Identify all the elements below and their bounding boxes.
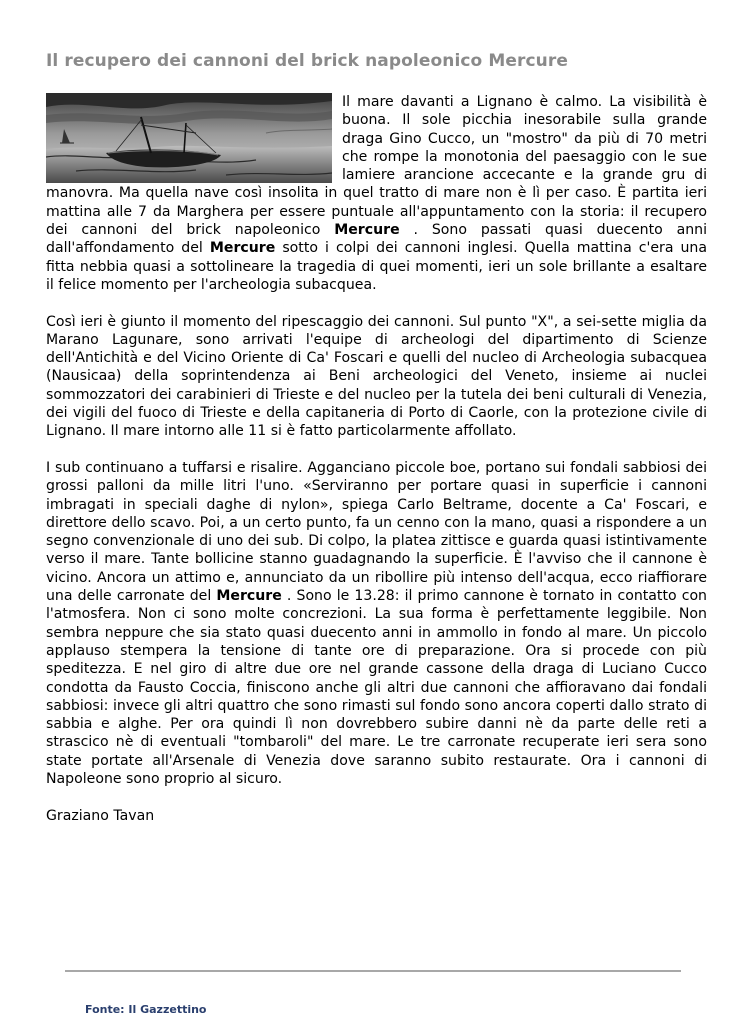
shipwreck-engraving-icon [46, 93, 332, 183]
paragraph-3: I sub continuano a tuffarsi e risalire. Agganciano piccole boe, portano sui fondali sabbiosi dei grossi palloni da mille litri l'uno. «Serviranno per portare quasi in superficie i cannoni imbragati in speciali daghe di nylon», spiega Carlo Beltrame, docente a Ca' Foscari, e direttore dello scavo. Poi, a un certo punto, fa un cenno con la mano, quasi a rispondere a un segno convenzionale di uno dei sub. Di colpo, la platea zittisce e guarda quasi istintivamente verso il mare. Tante bollicine stanno guadagnando la superficie. È l'avviso che il cannone è vicino. Ancora un attimo e, annunciato da un ribollire più intenso dell'acqua, ecco riaffiorare una delle carronate del Mercure . Sono le 13.28: il primo cannone è tornato in contatto con l'atmosfera. Non ci sono molte concrezioni. La sua forma è perfettamente leggibile. Non sembra neppure che sia stato quasi duecento anni in ammollo in fondo al mare. Un piccolo applauso stempera la tensione di tante ore di preparazione. Ora si procede con più speditezza. E nel giro di altre due ore nel grande cassone della draga di Luciano Cucco condotta da Fausto Coccia, finiscono anche gli altri due cannoni che affioravano dai fondali sabbiosi: invece gli altri quattro che sono rimasti sul fondo sono ancora coperti dallo strato di sabbia e alghe. Per ora quindi lì non dovrebbero subire danni nè da parte delle reti a strascico nè di eventuali "tombaroli" del mare. Le tre carronate recuperate ieri sera sono state portate all'Arsenale di Venezia dove saranno subito restaurate. Ora i cannoni di Napoleone sono proprio al sicuro. [46, 459, 707, 787]
ship-name: Mercure [216, 588, 282, 605]
article-body [46, 93, 707, 843]
source-credit: Fonte: Il Gazzettino [85, 1003, 207, 1016]
ship-name: Mercure [209, 240, 276, 257]
paragraph-1: Il mare davanti a Lignano è calmo. La visibilità è buona. Il sole picchia inesorabile sulla grande draga Gino Cucco, un "mostro" da più di 70 metri che rompe la monotonia del paesaggio con le sue lamiere arancione accecante e la grande gru di manovra. Ma quella nave così insolita in quel tratto di mare non è lì per caso. È partita ieri mattina alle 7 da Marghera per essere puntuale all'appuntamento con la storia: il recupero dei cannoni del brick napoleonico Mercure . Sono passati quasi duecento anni dall'affondamento del Mercure sotto i colpi dei cannoni inglesi. Quella mattina c'era una fitta nebbia quasi a sottolineare la tragedia di quei momenti, ieri un sole brillante a esaltare il felice momento per l'archeologia subacquea. [46, 94, 707, 293]
author-signature: Graziano Tavan [46, 807, 155, 824]
footer-divider [65, 970, 681, 972]
article-title: Il recupero dei cannoni del brick napoleonico Mercure [46, 51, 568, 71]
paragraph-2: Così ieri è giunto il momento del ripescaggio dei cannoni. Sul punto "X", a sei-sette miglia da Marano Lagunare, sono arrivati l'equipe di archeologi del dipartimento di Scienze dell'Antichità e del Vicino Oriente di Ca' Foscari e quelli del nucleo di Archeologia subacquea (Nausicaa) della soprintendenza ai Beni archeologici del Veneto, insieme ai nuclei sommozzatori dei carabinieri di Trieste e del nucleo per la tutela dei beni culturali di Venezia, dei vigili del fuoco di Trieste e della capitaneria di Porto di Caorle, con la protezione civile di Lignano. Il mare intorno alle 11 si è fatto particolarmente affollato. [46, 313, 707, 440]
ship-name: Mercure [334, 222, 400, 239]
